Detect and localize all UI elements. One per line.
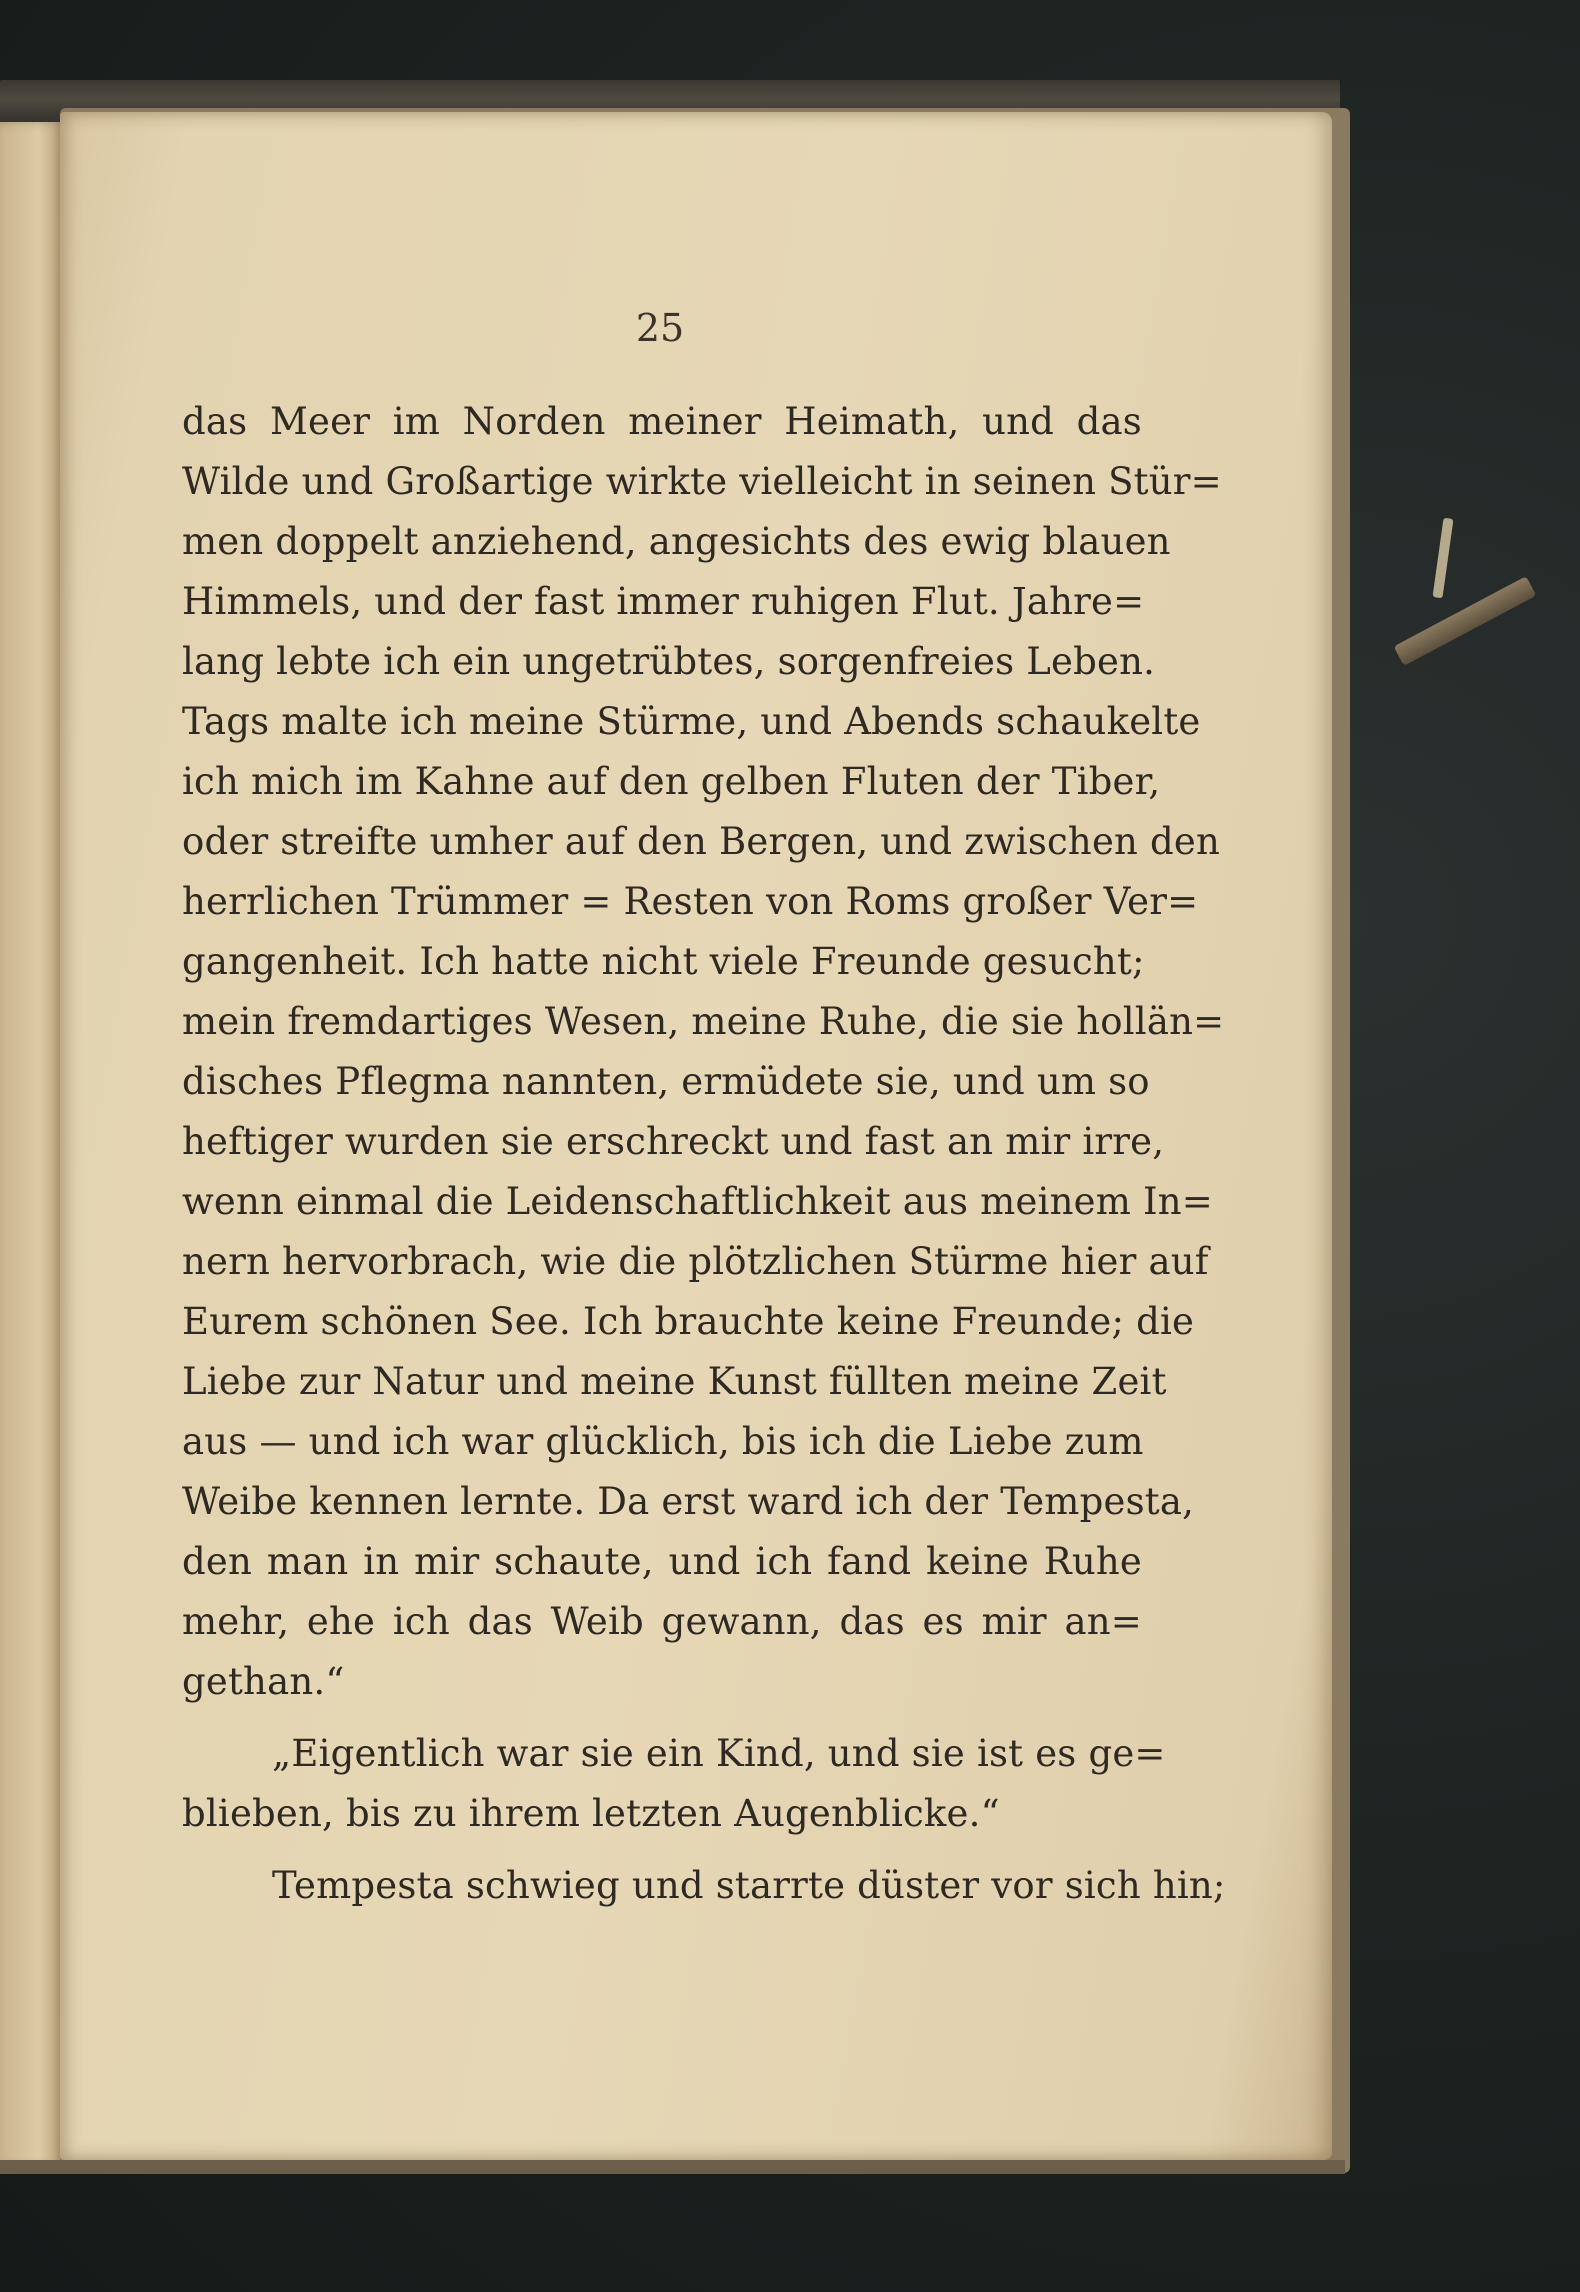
text-line: lang lebte ich ein ungetrübtes, sorgenfreies Leben. bbox=[182, 640, 1156, 683]
text-line: aus — und ich war glücklich, bis ich die Liebe zum bbox=[182, 1420, 1144, 1463]
text-line: nern hervorbrach, wie die plötzlichen Stürme hier auf bbox=[182, 1240, 1209, 1283]
text-line: gethan.“ bbox=[182, 1660, 345, 1703]
text-line: Eurem schönen See. Ich brauchte keine Freunde; die bbox=[182, 1300, 1195, 1343]
text-line: Tags malte ich meine Stürme, und Abends schaukelte bbox=[182, 700, 1201, 743]
page-number: 25 bbox=[635, 306, 685, 350]
text-line: Wilde und Großartige wirkte vielleicht in seinen Stür= bbox=[182, 460, 1222, 503]
text-line: Tempesta schwieg und starrte düster vor sich hin; bbox=[272, 1864, 1226, 1907]
text-line: gangenheit. Ich hatte nicht viele Freunde gesucht; bbox=[182, 940, 1145, 983]
text-line: mehr, ehe ich das Weib gewann, das es mir an= bbox=[182, 1600, 1142, 1643]
text-line: Weibe kennen lernte. Da erst ward ich der Tempesta, bbox=[182, 1480, 1195, 1523]
text-line: wenn einmal die Leidenschaftlichkeit aus meinem In= bbox=[182, 1180, 1214, 1223]
text-line: mein fremdartiges Wesen, meine Ruhe, die sie hollän= bbox=[182, 1000, 1225, 1043]
text-line: heftiger wurden sie erschreckt und fast an mir irre, bbox=[182, 1120, 1165, 1163]
text-line: men doppelt anziehend, angesichts des ewig blauen bbox=[182, 520, 1171, 563]
text-line: Himmels, und der fast immer ruhigen Flut. Jahre= bbox=[182, 580, 1145, 623]
text-line: blieben, bis zu ihrem letzten Augenblicke.“ bbox=[182, 1792, 1000, 1835]
text-line: disches Pflegma nannten, ermüdete sie, und um so bbox=[182, 1060, 1150, 1103]
text-line: den man in mir schaute, und ich fand keine Ruhe bbox=[182, 1540, 1142, 1583]
text-line: oder streifte umher auf den Bergen, und zwischen den bbox=[182, 820, 1221, 863]
page-text bbox=[182, 392, 1226, 1916]
text-line: herrlichen Trümmer = Resten von Roms großer Ver= bbox=[182, 880, 1199, 923]
text-line: das Meer im Norden meiner Heimath, und das bbox=[182, 400, 1142, 443]
text-line: ich mich im Kahne auf den gelben Fluten der Tiber, bbox=[182, 760, 1161, 803]
text-line: „Eigentlich war sie ein Kind, und sie ist es ge= bbox=[272, 1732, 1166, 1775]
page-bottom-edge bbox=[0, 2160, 1345, 2174]
text-line: Liebe zur Natur und meine Kunst füllten meine Zeit bbox=[182, 1360, 1167, 1403]
left-page-edge bbox=[0, 122, 64, 2167]
